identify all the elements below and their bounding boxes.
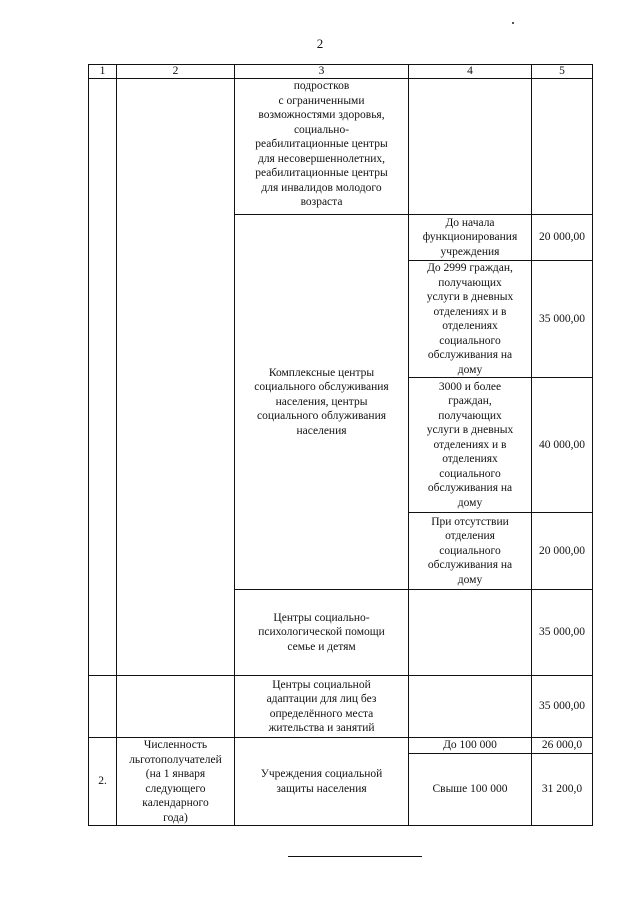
empty-cell (117, 676, 235, 738)
condition-cell: Свыше 100 000 (409, 753, 532, 825)
empty-cell (409, 590, 532, 676)
scan-artifact (512, 22, 514, 24)
criterion-cell: Численность льготополучателей (на 1 января следующего календарного года) (117, 738, 235, 826)
table-row (89, 79, 593, 215)
amount-cell: 20 000,00 (532, 513, 593, 590)
amount-cell: 20 000,00 (532, 215, 593, 261)
condition-cell: До 2999 граждан, получающих услуги в дневных отделениях и в отделениях социального обслуживания на дому (409, 261, 532, 378)
condition-cell: До начала функционирования учреждения (409, 215, 532, 261)
amount-cell: 40 000,00 (532, 378, 593, 513)
amount-cell: 26 000,0 (532, 738, 593, 754)
institution-cell: Учреждения социальной защиты населения (235, 738, 409, 826)
column-header-5: 5 (532, 65, 593, 79)
institution-types-continued: подростков с ограниченными возможностями здоровья, социально- реабилитационные центры для несовершеннолетних, реабилитационные центры для инвалидов молодого возраста (235, 79, 409, 215)
table-row (89, 738, 593, 754)
condition-cell: При отсутствии отделения социального обслуживания на дому (409, 513, 532, 590)
header-row (89, 65, 593, 79)
complex-centers-label: Комплексные центры социального обслуживания населения, центры социального облуживания населения (235, 215, 409, 590)
footnote-separator (288, 856, 422, 857)
column-header-2: 2 (117, 65, 235, 79)
amount-cell: 31 200,0 (532, 753, 593, 825)
amount-cell: 35 000,00 (532, 676, 593, 738)
empty-cell (409, 79, 532, 215)
empty-cell (89, 79, 117, 676)
condition-cell: 3000 и более граждан, получающих услуги в дневных отделениях и в отделениях социального обслуживания на дому (409, 378, 532, 513)
psych-centers-label: Центры социально- психологической помощи семье и детям (235, 590, 409, 676)
page-number: 2 (316, 36, 324, 51)
column-header-1: 1 (89, 65, 117, 79)
empty-cell (89, 676, 117, 738)
column-header-4: 4 (409, 65, 532, 79)
amount-cell: 35 000,00 (532, 261, 593, 378)
amount-cell: 35 000,00 (532, 590, 593, 676)
adaptation-centers-label: Центры социальной адаптации для лиц без определённого места жительства и занятий (235, 676, 409, 738)
norms-table (88, 64, 593, 826)
empty-cell (117, 79, 235, 676)
condition-cell: До 100 000 (409, 738, 532, 754)
empty-cell (532, 79, 593, 215)
table-row (89, 676, 593, 738)
empty-cell (409, 676, 532, 738)
column-header-3: 3 (235, 65, 409, 79)
row-number: 2. (89, 738, 117, 826)
